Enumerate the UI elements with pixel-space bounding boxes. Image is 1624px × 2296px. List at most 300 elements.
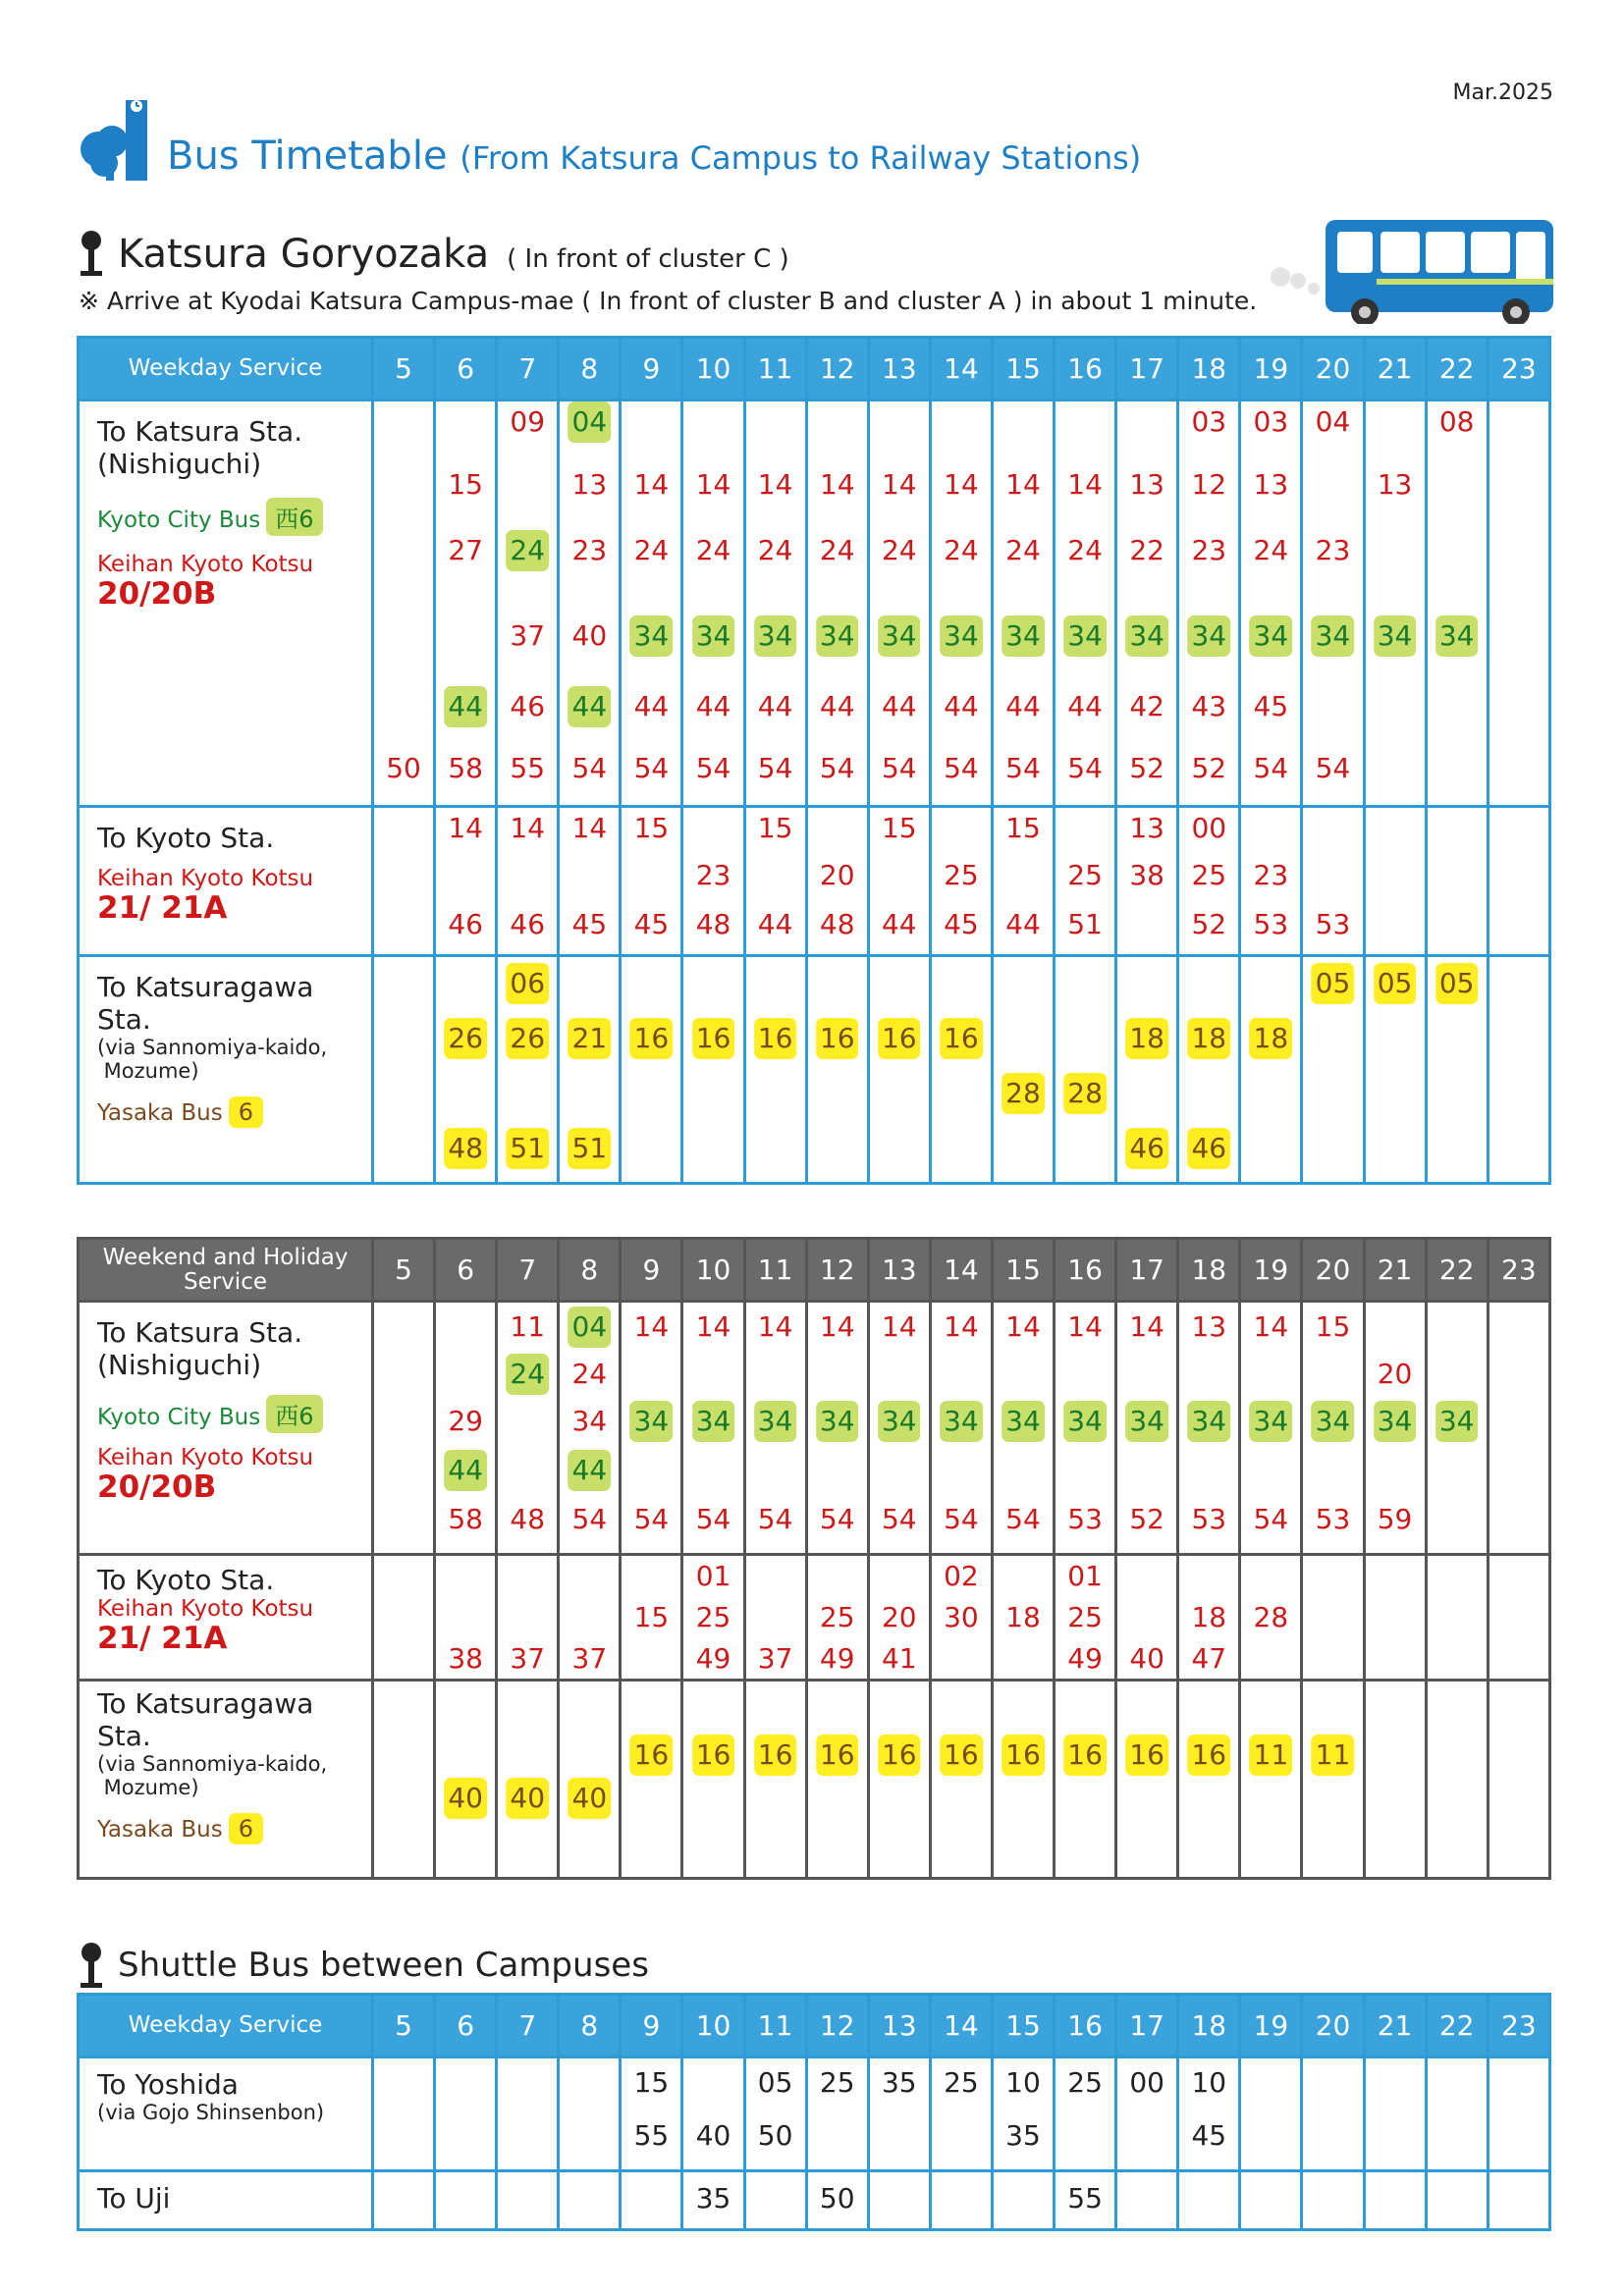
departure-minute: 13 bbox=[1129, 468, 1164, 501]
departure-minute: 14 bbox=[1129, 1310, 1164, 1343]
departure-minute: 58 bbox=[448, 752, 483, 784]
hour-slot-5 bbox=[373, 1555, 435, 1681]
departure-minute: 01 bbox=[695, 1560, 731, 1592]
departure-minute: 14 bbox=[757, 1310, 793, 1343]
departure-minute: 25 bbox=[695, 1601, 731, 1633]
departure-minute: 34 bbox=[878, 615, 921, 657]
departure-minute: 34 bbox=[1125, 1401, 1168, 1442]
departure-minute: 04 bbox=[1315, 405, 1351, 438]
departure-minute: 28 bbox=[1253, 1601, 1289, 1633]
departure-minute: 18 bbox=[1125, 1018, 1168, 1059]
departure-minute: 34 bbox=[878, 1401, 921, 1442]
departure-minute: 54 bbox=[819, 752, 855, 784]
hour-slot-14 bbox=[930, 1681, 992, 1879]
departure-minute: 54 bbox=[1067, 752, 1103, 784]
hour-cell: 16 bbox=[1055, 1239, 1116, 1302]
hour-slot-14 bbox=[930, 2057, 992, 2171]
route-row-katsura bbox=[79, 400, 1550, 807]
hour-cell: 20 bbox=[1302, 338, 1364, 400]
hour-slot-23 bbox=[1488, 956, 1549, 1184]
destination-sub: (Nishiguchi) bbox=[97, 1349, 262, 1381]
hour-cell: 19 bbox=[1240, 1239, 1302, 1302]
departure-minute: 25 bbox=[1191, 859, 1227, 891]
hour-slot-19 bbox=[1240, 1302, 1302, 1555]
departure-minute: 34 bbox=[692, 1401, 735, 1442]
route-badge: 西6 bbox=[266, 1395, 322, 1433]
departure-minute: 14 bbox=[757, 468, 793, 501]
departure-minute: 13 bbox=[1191, 1310, 1227, 1343]
hour-slot-15 bbox=[992, 1555, 1054, 1681]
departure-minute: 22 bbox=[1129, 534, 1164, 566]
departure-minute: 15 bbox=[448, 468, 483, 501]
departure-minute: 13 bbox=[1377, 468, 1413, 501]
departure-minute: 30 bbox=[944, 1601, 979, 1633]
departure-minute: 48 bbox=[510, 1503, 546, 1535]
destination-sub: (via Sannomiya-kaido, Mozume) bbox=[97, 1036, 328, 1083]
departure-minute: 23 bbox=[1253, 859, 1289, 891]
departure-minute: 44 bbox=[819, 690, 855, 722]
hour-cell: 12 bbox=[806, 338, 868, 400]
hour-slot-9 bbox=[621, 956, 682, 1184]
departure-minute: 05 bbox=[1435, 963, 1479, 1004]
hour-slot-7 bbox=[497, 2057, 559, 2171]
departure-minute: 34 bbox=[1312, 1401, 1355, 1442]
departure-minute: 44 bbox=[944, 690, 979, 722]
hour-cell: 17 bbox=[1116, 338, 1178, 400]
departure-minute: 14 bbox=[944, 1310, 979, 1343]
departure-minute: 24 bbox=[695, 534, 731, 566]
hour-slot-8 bbox=[559, 2057, 621, 2171]
departure-minute: 15 bbox=[633, 1601, 670, 1633]
departure-minute: 24 bbox=[881, 534, 917, 566]
hour-slot-12 bbox=[806, 956, 868, 1184]
departure-minute: 02 bbox=[944, 1560, 979, 1592]
shuttle-title: Shuttle Bus between Campuses bbox=[118, 1946, 649, 1985]
hour-slot-11 bbox=[744, 1681, 806, 1879]
route-row-kyoto bbox=[79, 1555, 1550, 1681]
route-number: 21/ 21A bbox=[97, 1621, 228, 1656]
departure-minute: 28 bbox=[1001, 1073, 1045, 1114]
hour-cell: 15 bbox=[992, 1995, 1054, 2057]
hour-cell: 19 bbox=[1240, 338, 1302, 400]
hour-slot-23 bbox=[1488, 2171, 1549, 2230]
departure-minute: 44 bbox=[444, 1450, 487, 1491]
hour-slot-8 bbox=[559, 956, 621, 1184]
hour-slot-5 bbox=[373, 2171, 435, 2230]
departure-minute: 44 bbox=[444, 686, 487, 727]
hour-slot-10 bbox=[682, 956, 744, 1184]
hour-slot-15 bbox=[992, 1681, 1054, 1879]
departure-minute: 14 bbox=[633, 1310, 670, 1343]
hour-slot-18 bbox=[1178, 1302, 1240, 1555]
departure-minute: 55 bbox=[633, 2119, 670, 2152]
hour-slot-13 bbox=[868, 1555, 930, 1681]
hour-slot-8 bbox=[559, 2171, 621, 2230]
hour-cell: 8 bbox=[559, 338, 621, 400]
departure-minute: 10 bbox=[1005, 2066, 1041, 2099]
hour-cell: 22 bbox=[1426, 1239, 1488, 1302]
departure-minute: 35 bbox=[881, 2066, 917, 2099]
departure-minute: 14 bbox=[881, 468, 917, 501]
hour-slot-11 bbox=[744, 1302, 806, 1555]
route-label bbox=[79, 1555, 373, 1681]
departure-minute: 48 bbox=[444, 1128, 487, 1169]
hour-cell: 13 bbox=[868, 338, 930, 400]
hour-cell: 8 bbox=[559, 1995, 621, 2057]
departure-minute: 12 bbox=[1191, 468, 1227, 501]
departure-minute: 16 bbox=[816, 1018, 859, 1059]
departure-minute: 54 bbox=[633, 752, 670, 784]
stop-location-note: ( In front of cluster C ) bbox=[507, 244, 789, 274]
hour-cell: 6 bbox=[435, 1239, 497, 1302]
departure-minute: 54 bbox=[695, 752, 731, 784]
departure-minute: 44 bbox=[757, 908, 793, 940]
hour-slot-17 bbox=[1116, 2057, 1178, 2171]
hour-cell: 14 bbox=[930, 1995, 992, 2057]
hour-slot-15 bbox=[992, 1302, 1054, 1555]
hour-slot-20 bbox=[1302, 956, 1364, 1184]
route-badge: 6 bbox=[229, 1813, 263, 1844]
destination-sub: (Nishiguchi) bbox=[97, 448, 262, 480]
hour-cell: 16 bbox=[1055, 1995, 1116, 2057]
hour-slot-21 bbox=[1364, 1681, 1426, 1879]
hour-slot-6 bbox=[435, 2171, 497, 2230]
departure-minute: 15 bbox=[1005, 812, 1041, 844]
departure-minute: 54 bbox=[881, 1503, 917, 1535]
departure-minute: 34 bbox=[1001, 615, 1045, 657]
departure-minute: 44 bbox=[1005, 690, 1041, 722]
route-label bbox=[79, 2057, 373, 2171]
departure-minute: 14 bbox=[1253, 1310, 1289, 1343]
destination: To Katsura Sta. bbox=[97, 1316, 303, 1349]
departure-minute: 16 bbox=[940, 1018, 983, 1059]
hour-cell: 21 bbox=[1364, 1995, 1426, 2057]
destination: To Kyoto Sta. bbox=[97, 1564, 275, 1596]
departure-minute: 35 bbox=[1005, 2119, 1041, 2152]
departure-minute: 25 bbox=[819, 1601, 855, 1633]
hour-slot-16 bbox=[1055, 807, 1116, 956]
hour-cell: 9 bbox=[621, 1239, 682, 1302]
departure-minute: 44 bbox=[757, 690, 793, 722]
departure-minute: 23 bbox=[695, 859, 731, 891]
hour-cell: 15 bbox=[992, 1239, 1054, 1302]
route-row-yoshida bbox=[79, 2057, 1550, 2171]
hour-cell: 12 bbox=[806, 1239, 868, 1302]
departure-minute: 08 bbox=[1438, 405, 1475, 438]
hour-slot-20 bbox=[1302, 1302, 1364, 1555]
departure-minute: 34 bbox=[1250, 615, 1293, 657]
departure-minute: 16 bbox=[630, 1018, 674, 1059]
departure-minute: 45 bbox=[944, 908, 979, 940]
destination: To Katsuragawa Sta. bbox=[97, 1687, 314, 1752]
departure-minute: 54 bbox=[757, 1503, 793, 1535]
departure-minute: 05 bbox=[1312, 963, 1355, 1004]
departure-minute: 11 bbox=[510, 1310, 546, 1343]
departure-minute: 46 bbox=[1125, 1128, 1168, 1169]
departure-minute: 24 bbox=[571, 1358, 608, 1390]
departure-minute: 15 bbox=[633, 2066, 670, 2099]
hour-slot-14 bbox=[930, 2171, 992, 2230]
departure-minute: 44 bbox=[568, 686, 612, 727]
departure-minute: 20 bbox=[881, 1601, 917, 1633]
departure-minute: 54 bbox=[819, 1503, 855, 1535]
departure-minute: 04 bbox=[568, 1307, 612, 1348]
hour-cell: 6 bbox=[435, 1995, 497, 2057]
hour-cell: 7 bbox=[497, 1995, 559, 2057]
hour-slot-6 bbox=[435, 2057, 497, 2171]
hour-slot-19 bbox=[1240, 807, 1302, 956]
departure-minute: 40 bbox=[695, 2119, 731, 2152]
destination-sub: (via Sannomiya-kaido, Mozume) bbox=[97, 1752, 328, 1799]
hour-slot-21 bbox=[1364, 2171, 1426, 2230]
departure-minute: 14 bbox=[1067, 1310, 1103, 1343]
hour-slot-22 bbox=[1426, 1555, 1488, 1681]
hour-slot-18 bbox=[1178, 1681, 1240, 1879]
departure-minute: 20 bbox=[819, 859, 855, 891]
departure-minute: 15 bbox=[881, 812, 917, 844]
hour-cell: 7 bbox=[497, 1239, 559, 1302]
hour-slot-17 bbox=[1116, 400, 1178, 807]
departure-minute: 40 bbox=[506, 1778, 549, 1819]
departure-minute: 53 bbox=[1067, 1503, 1103, 1535]
departure-minute: 49 bbox=[695, 1642, 731, 1675]
departure-minute: 34 bbox=[1312, 615, 1355, 657]
hour-slot-10 bbox=[682, 1681, 744, 1879]
departure-minute: 26 bbox=[506, 1018, 549, 1059]
departure-minute: 24 bbox=[1253, 534, 1289, 566]
hour-cell: 20 bbox=[1302, 1995, 1364, 2057]
hour-cell: 7 bbox=[497, 338, 559, 400]
departure-minute: 40 bbox=[444, 1778, 487, 1819]
hour-slot-18 bbox=[1178, 807, 1240, 956]
hour-slot-23 bbox=[1488, 1302, 1549, 1555]
hour-slot-23 bbox=[1488, 400, 1549, 807]
title-sub: (From Katsura Campus to Railway Stations) bbox=[460, 139, 1142, 177]
departure-minute: 37 bbox=[757, 1642, 793, 1675]
hour-slot-14 bbox=[930, 400, 992, 807]
hour-slot-18 bbox=[1178, 400, 1240, 807]
departure-minute: 51 bbox=[568, 1128, 612, 1169]
departure-minute: 03 bbox=[1253, 405, 1289, 438]
departure-minute: 34 bbox=[1250, 1401, 1293, 1442]
hour-slot-23 bbox=[1488, 2057, 1549, 2171]
departure-minute: 14 bbox=[819, 468, 855, 501]
destination: To Uji bbox=[97, 2182, 171, 2215]
hour-slot-22 bbox=[1426, 807, 1488, 956]
hour-slot-18 bbox=[1178, 956, 1240, 1184]
departure-minute: 23 bbox=[1191, 534, 1227, 566]
departure-minute: 25 bbox=[1067, 859, 1103, 891]
hour-slot-14 bbox=[930, 1302, 992, 1555]
hour-slot-7 bbox=[497, 400, 559, 807]
hour-slot-18 bbox=[1178, 1555, 1240, 1681]
issue-date: Mar.2025 bbox=[1452, 80, 1553, 105]
route-label bbox=[79, 400, 373, 807]
operator-keihan: Keihan Kyoto Kotsu bbox=[97, 866, 314, 891]
departure-minute: 45 bbox=[1191, 2119, 1227, 2152]
hour-slot-15 bbox=[992, 2057, 1054, 2171]
route-label bbox=[79, 2171, 373, 2230]
departure-minute: 38 bbox=[448, 1642, 483, 1675]
departure-minute: 34 bbox=[571, 1405, 608, 1437]
hour-slot-16 bbox=[1055, 2171, 1116, 2230]
departure-minute: 28 bbox=[1063, 1073, 1107, 1114]
departure-minute: 45 bbox=[1253, 690, 1289, 722]
departure-minute: 14 bbox=[1005, 1310, 1041, 1343]
hour-slot-6 bbox=[435, 400, 497, 807]
hour-slot-12 bbox=[806, 400, 868, 807]
hour-cell: 14 bbox=[930, 1239, 992, 1302]
hour-cell: 11 bbox=[744, 1239, 806, 1302]
departure-minute: 03 bbox=[1191, 405, 1227, 438]
hour-slot-15 bbox=[992, 807, 1054, 956]
hour-cell: 17 bbox=[1116, 1239, 1178, 1302]
departure-minute: 25 bbox=[1067, 2066, 1103, 2099]
service-header: Weekday Service bbox=[79, 338, 373, 400]
departure-minute: 24 bbox=[1005, 534, 1041, 566]
bus-stop-icon bbox=[79, 1942, 104, 1993]
hour-slot-12 bbox=[806, 807, 868, 956]
hour-slot-6 bbox=[435, 1555, 497, 1681]
hour-slot-14 bbox=[930, 807, 992, 956]
hour-cell: 22 bbox=[1426, 1995, 1488, 2057]
hour-slot-19 bbox=[1240, 956, 1302, 1184]
departure-minute: 15 bbox=[633, 812, 670, 844]
departure-minute: 50 bbox=[757, 2119, 793, 2152]
hour-cell: 9 bbox=[621, 1995, 682, 2057]
departure-minute: 05 bbox=[757, 2066, 793, 2099]
hour-cell: 21 bbox=[1364, 338, 1426, 400]
hour-slot-22 bbox=[1426, 1681, 1488, 1879]
departure-minute: 52 bbox=[1129, 1503, 1164, 1535]
departure-minute: 46 bbox=[510, 908, 546, 940]
departure-minute: 23 bbox=[571, 534, 608, 566]
departure-minute: 58 bbox=[448, 1503, 483, 1535]
departure-minute: 48 bbox=[819, 908, 855, 940]
hour-cell: 13 bbox=[868, 1995, 930, 2057]
departure-minute: 24 bbox=[819, 534, 855, 566]
hour-slot-12 bbox=[806, 1555, 868, 1681]
departure-minute: 59 bbox=[1377, 1503, 1413, 1535]
departure-minute: 04 bbox=[568, 401, 612, 443]
hour-slot-10 bbox=[682, 2057, 744, 2171]
hour-slot-17 bbox=[1116, 807, 1178, 956]
hour-slot-15 bbox=[992, 956, 1054, 1184]
hour-slot-18 bbox=[1178, 2171, 1240, 2230]
title-main: Bus Timetable bbox=[167, 133, 448, 179]
hour-slot-18 bbox=[1178, 2057, 1240, 2171]
departure-minute: 54 bbox=[571, 752, 608, 784]
hour-slot-16 bbox=[1055, 2057, 1116, 2171]
departure-minute: 54 bbox=[1005, 1503, 1041, 1535]
hour-slot-7 bbox=[497, 1681, 559, 1879]
operator-yasaka: Yasaka Bus 6 bbox=[97, 1813, 371, 1844]
departure-minute: 11 bbox=[1312, 1735, 1355, 1776]
departure-minute: 16 bbox=[878, 1018, 921, 1059]
hour-cell: 8 bbox=[559, 1239, 621, 1302]
departure-minute: 14 bbox=[881, 1310, 917, 1343]
departure-minute: 14 bbox=[510, 812, 546, 844]
departure-minute: 24 bbox=[757, 534, 793, 566]
hour-cell: 15 bbox=[992, 338, 1054, 400]
departure-minute: 44 bbox=[881, 690, 917, 722]
hour-slot-10 bbox=[682, 2171, 744, 2230]
departure-minute: 53 bbox=[1315, 1503, 1351, 1535]
departure-minute: 41 bbox=[881, 1642, 917, 1675]
hour-cell: 14 bbox=[930, 338, 992, 400]
departure-minute: 34 bbox=[1435, 615, 1479, 657]
hour-slot-19 bbox=[1240, 1681, 1302, 1879]
hour-header-row bbox=[79, 338, 1550, 400]
hour-slot-11 bbox=[744, 2171, 806, 2230]
departure-minute: 54 bbox=[1315, 752, 1351, 784]
hour-cell: 5 bbox=[373, 1995, 435, 2057]
destination: To Katsuragawa Sta. bbox=[97, 971, 314, 1036]
hour-slot-17 bbox=[1116, 2171, 1178, 2230]
service-header: Weekday Service bbox=[79, 1995, 373, 2057]
operator-keihan: Keihan Kyoto Kotsu bbox=[97, 552, 314, 577]
departure-minute: 49 bbox=[819, 1642, 855, 1675]
departure-minute: 54 bbox=[757, 752, 793, 784]
hour-cell: 13 bbox=[868, 1239, 930, 1302]
hour-cell: 12 bbox=[806, 1995, 868, 2057]
destination: To Yoshida bbox=[97, 2068, 239, 2101]
hour-slot-7 bbox=[497, 956, 559, 1184]
departure-minute: 16 bbox=[1001, 1735, 1045, 1776]
bus-icon bbox=[1267, 216, 1561, 328]
hour-slot-7 bbox=[497, 2171, 559, 2230]
hour-slot-17 bbox=[1116, 956, 1178, 1184]
departure-minute: 00 bbox=[1129, 2066, 1164, 2099]
hour-slot-7 bbox=[497, 1555, 559, 1681]
departure-minute: 14 bbox=[695, 468, 731, 501]
hour-slot-22 bbox=[1426, 2057, 1488, 2171]
departure-minute: 35 bbox=[695, 2182, 731, 2215]
operator-keihan: Keihan Kyoto Kotsu bbox=[97, 1445, 314, 1470]
departure-minute: 55 bbox=[510, 752, 546, 784]
hour-slot-9 bbox=[621, 2057, 682, 2171]
hour-cell: 21 bbox=[1364, 1239, 1426, 1302]
hour-slot-16 bbox=[1055, 1681, 1116, 1879]
departure-minute: 16 bbox=[1187, 1735, 1230, 1776]
hour-slot-21 bbox=[1364, 1555, 1426, 1681]
departure-minute: 13 bbox=[1253, 468, 1289, 501]
departure-minute: 14 bbox=[571, 812, 608, 844]
hour-slot-22 bbox=[1426, 400, 1488, 807]
hour-slot-11 bbox=[744, 807, 806, 956]
route-badge: 6 bbox=[229, 1096, 263, 1128]
weekday-timetable bbox=[77, 336, 1551, 1185]
departure-minute: 25 bbox=[944, 2066, 979, 2099]
hour-slot-11 bbox=[744, 2057, 806, 2171]
route-row-katsuragawa bbox=[79, 956, 1550, 1184]
hour-slot-13 bbox=[868, 1681, 930, 1879]
departure-minute: 11 bbox=[1250, 1735, 1293, 1776]
hour-cell: 16 bbox=[1055, 338, 1116, 400]
hour-cell: 9 bbox=[621, 338, 682, 400]
hour-slot-13 bbox=[868, 1302, 930, 1555]
hour-slot-8 bbox=[559, 400, 621, 807]
route-label bbox=[79, 807, 373, 956]
departure-minute: 34 bbox=[1374, 615, 1417, 657]
hour-cell: 20 bbox=[1302, 1239, 1364, 1302]
hour-header-row bbox=[79, 1995, 1550, 2057]
departure-minute: 23 bbox=[1315, 534, 1351, 566]
hour-slot-8 bbox=[559, 1302, 621, 1555]
hour-slot-22 bbox=[1426, 1302, 1488, 1555]
hour-slot-12 bbox=[806, 2171, 868, 2230]
departure-minute: 49 bbox=[1067, 1642, 1103, 1675]
